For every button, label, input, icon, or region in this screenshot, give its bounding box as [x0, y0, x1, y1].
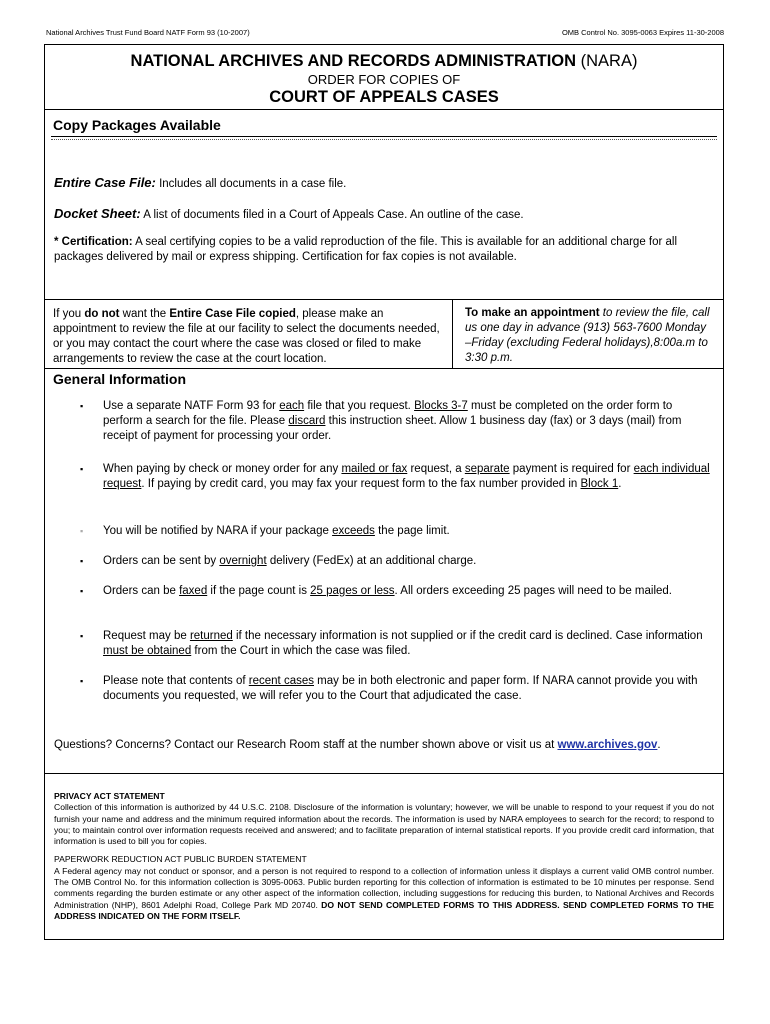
item-underline: mailed or fax: [341, 463, 408, 475]
certification-label: * Certification:: [54, 236, 133, 248]
appointment-text: to review the file, call us one day in advance (913) 563-7600 Monday –Friday (excluding Federal holidays),8:00a.m to 3:30 p.m.: [465, 307, 710, 364]
copy-packages-section: [45, 110, 723, 300]
list-item: [80, 584, 715, 599]
general-information-section: [45, 369, 723, 774]
certification-text: A seal certifying copies to be a valid reproduction of the file. This is available for an additional charge for all packages delivered by mail or express shipping. Certification for fax copies is not available.: [54, 236, 678, 263]
form-number: National Archives Trust Fund Board NATF Form 93 (10-2007): [46, 28, 250, 37]
item-text: You will be notified by NARA if your package: [103, 525, 333, 537]
privacy-act-text: Collection of this information is authorized by 44 U.S.C. 2108. Disclosure of the information is voluntary; however, we will be unable to respond to your request if you do not furnish your name and address and the minimum required information about the records. The information is used by NARA employees to search for the record; to respond to you; to maintain control over information requests received and answered; and to facilitate preparation of internal statistical reports. If you provide credit card information, that information is used to bill you for copies.: [54, 802, 714, 847]
docket-text: A list of documents filed in a Court of Appeals Case. An outline of the case.: [143, 209, 524, 221]
item-underline: each: [279, 400, 305, 412]
item-text: request, a: [407, 463, 465, 475]
item-underline: overnight: [219, 555, 267, 567]
item-text: if the necessary information is not supplied or if the credit card is declined. Case information: [232, 630, 703, 642]
item-underline: recent cases: [248, 675, 314, 687]
list-item: [80, 674, 715, 704]
bullet-icon: ▪: [80, 464, 84, 474]
appointment-bold: To make an appointment: [465, 307, 600, 319]
item-text: Use a separate NATF Form 93 for: [103, 400, 280, 412]
docket-sheet-item: [54, 206, 713, 223]
copy-packages-title: Copy Packages Available: [53, 117, 221, 133]
item-text: if the page count is: [207, 585, 311, 597]
item-text: may be in both electronic and paper form. If NARA cannot provide you with documents you requested, we will refer you to the Court that adjudicated the case.: [103, 675, 698, 702]
item-text: Orders can be sent by: [103, 555, 220, 567]
form-frame: [44, 44, 724, 940]
bullet-icon: ▪: [80, 556, 84, 566]
item-text: . All orders exceeding 25 pages will need to be mailed.: [394, 585, 672, 597]
item-text: the page limit.: [374, 525, 450, 537]
list-item: [80, 629, 715, 659]
bullet-icon: ▪: [80, 631, 84, 641]
item-text: payment is required for: [509, 463, 634, 475]
certification-item: [54, 235, 713, 265]
note-text-3: , please make an appointment to review the file at our facility to select the documents needed, or you may contact the court where the case was closed or filed to make arrangements to review the case at the court location.: [53, 308, 440, 365]
bullet-icon: ▪: [80, 526, 84, 536]
questions-line: [54, 739, 715, 751]
entire-case-text: Includes all documents in a case file.: [159, 178, 347, 190]
item-underline: exceeds: [332, 525, 375, 537]
entire-case-file-item: [54, 175, 713, 192]
archives-link[interactable]: www.archives.gov: [557, 739, 658, 751]
agency-name: NATIONAL ARCHIVES AND RECORDS ADMINISTRATION: [130, 52, 577, 70]
item-underline: returned: [189, 630, 233, 642]
form-title: COURT OF APPEALS CASES: [269, 88, 499, 106]
form-subtitle: ORDER FOR COPIES OF: [307, 72, 461, 87]
paperwork-title: PAPERWORK REDUCTION ACT PUBLIC BURDEN STATEMENT: [54, 854, 307, 865]
paperwork-text: A Federal agency may not conduct or sponsor, and a person is not required to respond to a collection of information unless it displays a current valid OMB control number. The OMB Control No. for this information collection is 3095-0063. Public burden reporting for this collection of information is estimated to be 10 minutes per response. Send comments regarding the burden estimate or any other aspect of the information collection, including suggestions for reducing this burden, to National Archives and Records Administration (NHP), 8601 Adelphi Road, College Park MD 20740.: [54, 865, 714, 910]
appointment-note: [453, 300, 723, 368]
item-underline: each individual request: [103, 463, 710, 490]
list-item: [80, 462, 715, 492]
list-item: [80, 399, 715, 444]
item-underline: must be obtained: [103, 645, 192, 657]
section-divider: [51, 136, 717, 140]
bullet-icon: ▪: [80, 401, 84, 411]
note-text-2: want the: [119, 308, 170, 320]
item-text: this instruction sheet. Allow 1 business day (fax) or 3 days (mail) from receipt of payment for processing your order.: [103, 415, 682, 442]
form-header: [45, 45, 723, 110]
item-text: delivery (FedEx) at an additional charge.: [266, 555, 477, 567]
docket-label: Docket Sheet:: [54, 206, 141, 221]
item-text: . If paying by credit card, you may fax your request form to the fax number provided in: [141, 478, 581, 490]
item-text: Please note that contents of: [103, 675, 249, 687]
note-bold-1: do not: [84, 308, 120, 320]
general-information-title: General Information: [53, 371, 187, 387]
item-underline: Blocks 3-7: [414, 400, 468, 412]
omb-control-number: OMB Control No. 3095-0063 Expires 11-30-2008: [561, 28, 724, 37]
agency-title: [45, 45, 723, 71]
list-item: [80, 524, 715, 539]
note-bold-2: Entire Case File copied: [169, 308, 296, 320]
privacy-act-title: PRIVACY ACT STATEMENT: [54, 791, 165, 801]
not-copied-note: [45, 300, 453, 368]
entire-case-label: Entire Case File:: [54, 175, 156, 190]
bullet-icon: ▪: [80, 676, 84, 686]
item-text: .: [618, 478, 622, 490]
paperwork-statement: [54, 866, 714, 922]
item-text: Orders can be: [103, 585, 180, 597]
item-text: must be completed on the order form to perform a search for the file. Please: [103, 400, 673, 427]
questions-text: Questions? Concerns? Contact our Research Room staff at the number shown above or visit us at: [54, 739, 558, 751]
note-text-1: If you: [53, 308, 85, 320]
paperwork-warning: DO NOT SEND COMPLETED FORMS TO THIS ADDRESS. SEND COMPLETED FORMS TO THE ADDRESS INDICATED ON THE FORM ITSELF.: [54, 899, 714, 921]
item-underline: separate: [464, 463, 510, 475]
item-underline: faxed: [179, 585, 208, 597]
item-text: When paying by check or money order for any: [103, 463, 342, 475]
item-text: file that you request.: [304, 400, 415, 412]
legal-statements: [45, 774, 723, 922]
agency-abbr: (NARA): [580, 52, 638, 70]
list-item: [80, 554, 715, 569]
item-underline: discard: [288, 415, 326, 427]
item-text: Request may be: [103, 630, 190, 642]
review-options-row: [45, 300, 723, 369]
item-text: from the Court in which the case was filed.: [191, 645, 411, 657]
item-underline: 25 pages or less: [310, 585, 395, 597]
item-underline: Block 1: [580, 478, 619, 490]
questions-end: .: [657, 739, 661, 751]
bullet-icon: ▪: [80, 586, 84, 596]
